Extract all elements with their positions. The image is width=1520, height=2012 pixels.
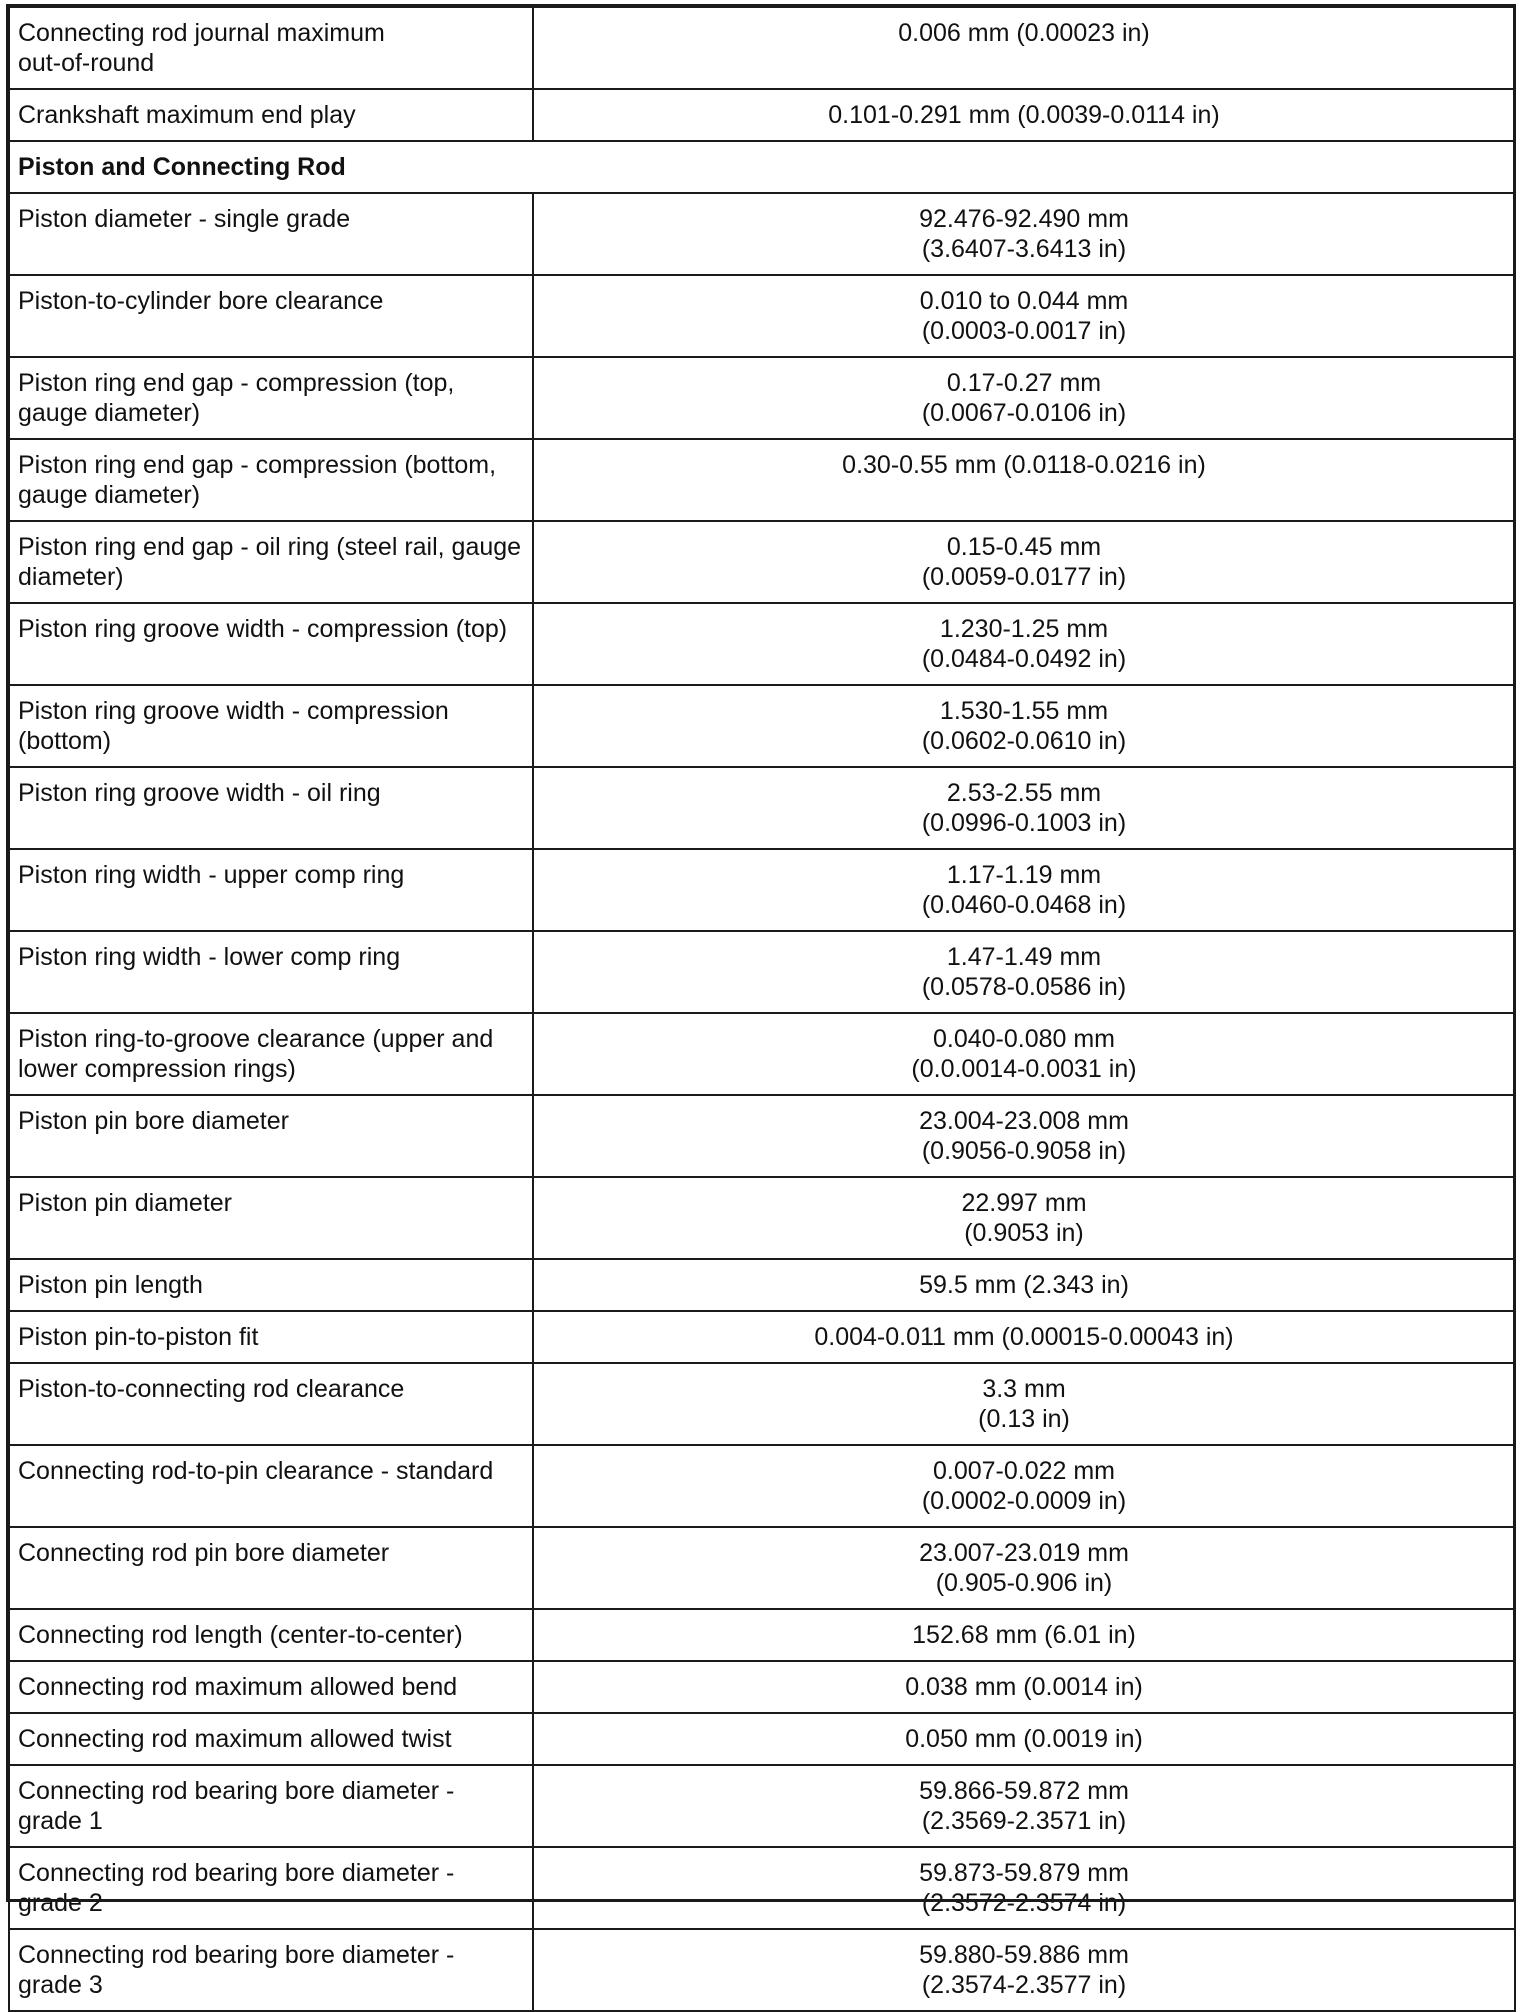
value-cell: 1.230-1.25 mm (0.0484-0.0492 in) (533, 603, 1515, 685)
table-row (9, 193, 1515, 275)
value-cell: 59.880-59.886 mm (2.3574-2.3577 in) (533, 1929, 1515, 2011)
value-cell: 0.007-0.022 mm (0.0002-0.0009 in) (533, 1445, 1515, 1527)
value-cell: 2.53-2.55 mm (0.0996-0.1003 in) (533, 767, 1515, 849)
table-row (9, 931, 1515, 1013)
value-cell: 0.050 mm (0.0019 in) (533, 1713, 1515, 1765)
parameter-cell: Piston ring groove width - oil ring (9, 767, 533, 849)
value-cell: 22.997 mm (0.9053 in) (533, 1177, 1515, 1259)
parameter-cell: Piston-to-connecting rod clearance (9, 1363, 533, 1445)
value-cell: 1.530-1.55 mm (0.0602-0.0610 in) (533, 685, 1515, 767)
value-cell: 152.68 mm (6.01 in) (533, 1609, 1515, 1661)
table-row (9, 1765, 1515, 1847)
value-cell: 0.17-0.27 mm (0.0067-0.0106 in) (533, 357, 1515, 439)
parameter-label: Connecting rod journal maximum out-of-round (18, 19, 385, 77)
value-cell: 3.3 mm (0.13 in) (533, 1363, 1515, 1445)
parameter-cell: Piston pin length (9, 1259, 533, 1311)
parameter-cell: Piston ring width - lower comp ring (9, 931, 533, 1013)
table-row (9, 7, 1515, 89)
table-row (9, 1847, 1515, 1929)
parameter-cell: Piston ring end gap - compression (bottom, gauge diameter) (9, 439, 533, 521)
table-row (9, 439, 1515, 521)
parameter-cell: Piston diameter - single grade (9, 193, 533, 275)
value-cell: 1.17-1.19 mm (0.0460-0.0468 in) (533, 849, 1515, 931)
table-row (9, 1363, 1515, 1445)
parameter-cell: Connecting rod bearing bore diameter - grade 3 (9, 1929, 533, 2011)
table-row (9, 1929, 1515, 2011)
table-row (9, 1177, 1515, 1259)
table-row (9, 275, 1515, 357)
table-row (9, 1259, 1515, 1311)
parameter-cell: Piston ring end gap - compression (top, gauge diameter) (9, 357, 533, 439)
parameter-cell: Piston ring width - upper comp ring (9, 849, 533, 931)
parameter-cell: Crankshaft maximum end play (9, 89, 533, 141)
value-cell: 0.101-0.291 mm (0.0039-0.0114 in) (533, 89, 1515, 141)
parameter-cell: Connecting rod maximum allowed twist (9, 1713, 533, 1765)
table-row (9, 1609, 1515, 1661)
specifications-table-body (9, 7, 1515, 2011)
value-cell: 92.476-92.490 mm (3.6407-3.6413 in) (533, 193, 1515, 275)
value-cell: 0.038 mm (0.0014 in) (533, 1661, 1515, 1713)
table-row (9, 1445, 1515, 1527)
value-cell: 59.866-59.872 mm (2.3569-2.3571 in) (533, 1765, 1515, 1847)
value-cell: 59.5 mm (2.343 in) (533, 1259, 1515, 1311)
table-row (9, 1713, 1515, 1765)
table-row (9, 767, 1515, 849)
table-row (9, 1527, 1515, 1609)
table-row (9, 685, 1515, 767)
table-row (9, 1661, 1515, 1713)
value-cell: 0.15-0.45 mm (0.0059-0.0177 in) (533, 521, 1515, 603)
table-row (9, 849, 1515, 931)
parameter-cell: Connecting rod-to-pin clearance - standard (9, 1445, 533, 1527)
table-row (9, 89, 1515, 141)
value-cell: 23.004-23.008 mm (0.9056-0.9058 in) (533, 1095, 1515, 1177)
parameter-cell: Piston ring groove width - compression (bottom) (9, 685, 533, 767)
parameter-cell: Connecting rod maximum allowed bend (9, 1661, 533, 1713)
table-row (9, 1013, 1515, 1095)
value-cell: 0.040-0.080 mm (0.0.0014-0.0031 in) (533, 1013, 1515, 1095)
parameter-cell: Piston pin-to-piston fit (9, 1311, 533, 1363)
parameter-cell: Piston ring groove width - compression (top) (9, 603, 533, 685)
value-cell: 59.873-59.879 mm (2.3572-2.3574 in) (533, 1847, 1515, 1929)
parameter-cell: Piston ring-to-groove clearance (upper and lower compression rings) (9, 1013, 533, 1095)
parameter-cell: Piston pin bore diameter (9, 1095, 533, 1177)
value-cell: 0.004-0.011 mm (0.00015-0.00043 in) (533, 1311, 1515, 1363)
value-cell: 1.47-1.49 mm (0.0578-0.0586 in) (533, 931, 1515, 1013)
parameter-cell: Connecting rod length (center-to-center) (9, 1609, 533, 1661)
value-cell: 0.006 mm (0.00023 in) (533, 7, 1515, 89)
specifications-table (8, 6, 1516, 2012)
parameter-cell: Piston ring end gap - oil ring (steel rail, gauge diameter) (9, 521, 533, 603)
parameter-cell: Connecting rod bearing bore diameter - grade 1 (9, 1765, 533, 1847)
parameter-cell: Piston-to-cylinder bore clearance (9, 275, 533, 357)
parameter-cell: Connecting rod pin bore diameter (9, 1527, 533, 1609)
section-header: Piston and Connecting Rod (9, 141, 1515, 193)
table-row (9, 1311, 1515, 1363)
table-row (9, 603, 1515, 685)
value-cell: 0.30-0.55 mm (0.0118-0.0216 in) (533, 439, 1515, 521)
table-row (9, 1095, 1515, 1177)
parameter-cell: Connecting rod bearing bore diameter - grade 2 (9, 1847, 533, 1929)
table-row (9, 521, 1515, 603)
value-cell: 0.010 to 0.044 mm (0.0003-0.0017 in) (533, 275, 1515, 357)
table-row (9, 357, 1515, 439)
parameter-cell: Piston pin diameter (9, 1177, 533, 1259)
parameter-cell (9, 7, 533, 89)
value-cell: 23.007-23.019 mm (0.905-0.906 in) (533, 1527, 1515, 1609)
section-header-row (9, 141, 1515, 193)
